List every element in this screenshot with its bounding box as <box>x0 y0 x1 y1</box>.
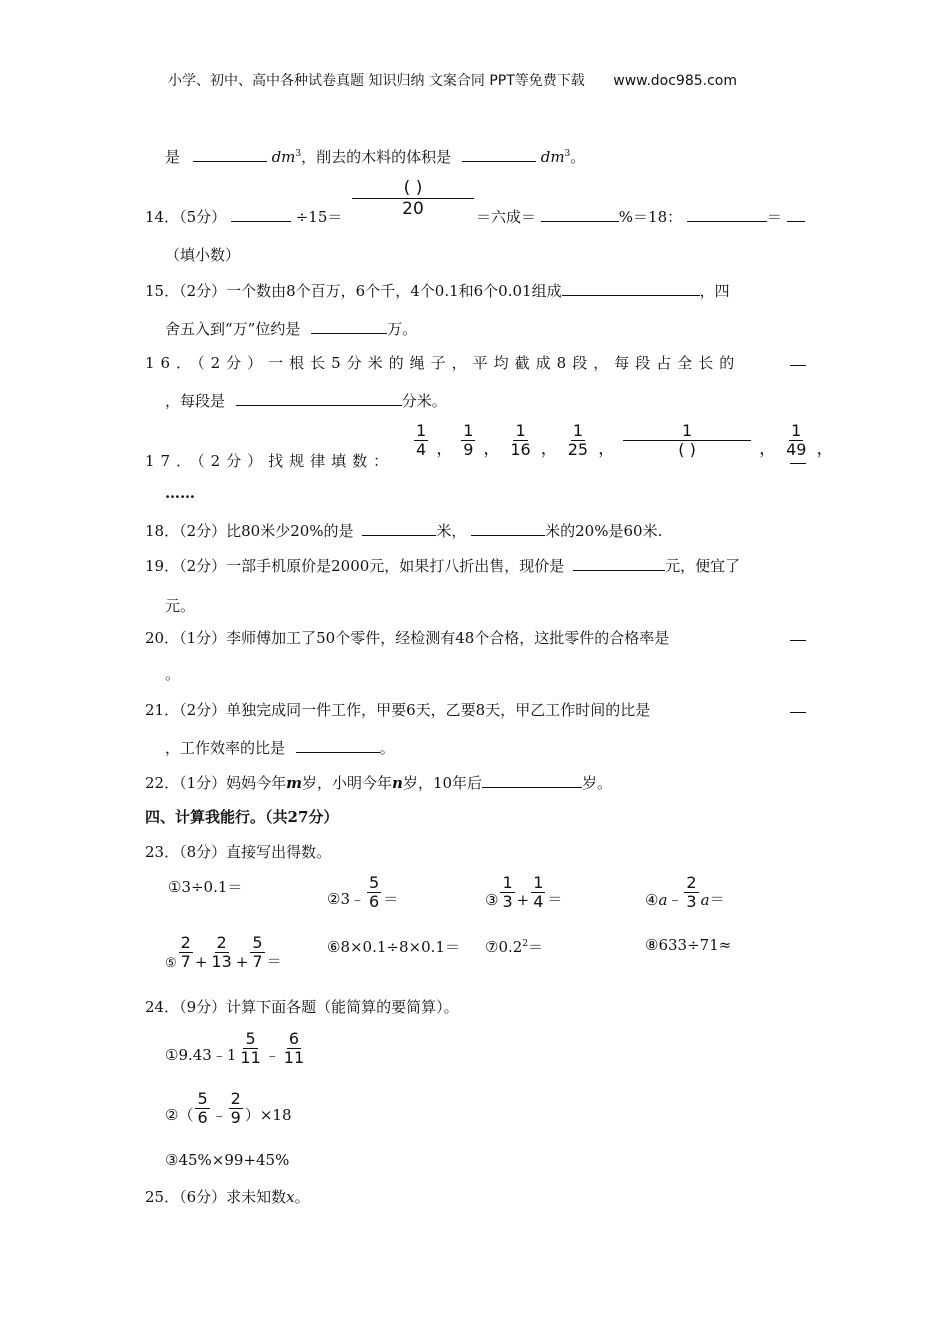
q14-blank-3[interactable] <box>687 208 767 222</box>
q17-text: 找规律填数： <box>268 452 395 470</box>
q23-item-1: ①3÷0.1＝ <box>168 878 243 896</box>
q17-frac-4: $\frac{1}{25}$ <box>567 421 589 459</box>
q19-text: 19．（2分）一部手机原价是2000元，如果打八折出售，现价是 <box>145 557 565 575</box>
q23-item-8: ⑧633÷71≈ <box>645 936 732 954</box>
q19-blank-1[interactable] <box>573 557 665 571</box>
q17-frac-blank[interactable]: $\frac{1}{( )}$ <box>623 422 751 459</box>
header-url: www.doc985.com <box>613 73 737 89</box>
q13-unit-1: dm <box>271 148 296 166</box>
q13-text-c: ，削去的木料的体积是 <box>301 148 452 166</box>
q14-blank-1[interactable] <box>231 208 291 222</box>
q18-text: 18．（2分）比80米少20%的是 <box>145 522 354 540</box>
q16-line2-b: 分米。 <box>401 392 447 410</box>
q24-expr-2: ②（ $\frac{5}{6}$ ﹣ $\frac{2}{9}$ ）×18 <box>165 1089 292 1127</box>
q17-frac-6: $\frac{1}{49}$ <box>786 421 807 459</box>
q21-line2 <box>165 737 395 758</box>
question-16 <box>145 352 740 373</box>
q14-number: 14．（5分） <box>145 208 227 226</box>
q16-line2-a: ，每段是 <box>165 392 226 410</box>
q17-sep-4: ， <box>598 439 616 459</box>
q13-text-a: 是 <box>165 148 181 166</box>
q23-item-5: ⑤ $\frac{2}{7}$ + $\frac{2}{13}$ + $\frac{5}{7}$ ＝ <box>165 933 282 971</box>
q15-blank-2[interactable] <box>311 320 387 334</box>
q16-line2 <box>165 390 447 411</box>
question-18 <box>145 520 662 541</box>
q17-sep-6: ， <box>816 439 834 459</box>
question-17 <box>145 450 394 471</box>
question-22 <box>145 772 612 793</box>
q15-number: 15．（2分） <box>145 282 227 300</box>
q22-n: n <box>392 774 403 792</box>
q15-blank-1[interactable] <box>562 282 700 296</box>
q22-d: 岁。 <box>582 774 613 792</box>
q23-item-2: ②3﹣ $\frac{5}{6}$ ＝ <box>327 873 399 911</box>
q17-frac-2: $\frac{1}{9}$ <box>463 421 474 459</box>
section-4-title: 四、计算我能行。（共27分） <box>145 808 339 826</box>
question-25 <box>145 1186 310 1207</box>
q16-text: 一根长5分米的绳子，平均截成8段，每段占全长的 <box>268 354 741 372</box>
q13-unit-2: dm <box>540 148 565 166</box>
q25-end: 。 <box>294 1188 310 1206</box>
header-text: 小学、初中、高中各种试卷真题 知识归纳 文案合同 PPT等免费下载 <box>168 73 585 89</box>
q14-rest-2: %＝18： <box>618 208 683 226</box>
q14-line2: （填小数） <box>165 246 241 264</box>
q22-m: m <box>286 774 303 792</box>
q22-blank[interactable] <box>482 774 582 788</box>
q20-line2: 。 <box>165 665 181 683</box>
q18-a: 米， <box>436 522 467 540</box>
q25-text: 25．（6分）求未知数 <box>145 1188 287 1206</box>
q16-blank-1[interactable] <box>790 352 806 366</box>
q14-rest-3: ＝ <box>766 208 782 226</box>
q17-number: 17．（2分） <box>145 452 269 470</box>
q22-a: 22．（1分）妈妈今年 <box>145 774 287 792</box>
q17-sep-1: ， <box>436 439 454 459</box>
q25-x: x <box>286 1188 295 1206</box>
question-21 <box>145 699 650 720</box>
q20-blank[interactable] <box>790 627 806 641</box>
q17-sequence <box>412 422 833 459</box>
q17-frac-1: $\frac{1}{4}$ <box>416 421 427 459</box>
q19-a: 元，便宜了 <box>665 557 741 575</box>
question-20 <box>145 627 669 648</box>
q14-blank-2[interactable] <box>541 208 619 222</box>
q18-b: 米的20%是60米. <box>545 522 663 540</box>
q13-blank-2[interactable] <box>462 148 536 162</box>
q22-c: 岁，10年后 <box>402 774 483 792</box>
page-header <box>168 70 737 90</box>
q20-text: 20．（1分）李师傅加工了50个零件，经检测有48个合格，这批零件的合格率是 <box>145 629 670 647</box>
q14-div: ÷15＝ <box>295 208 343 226</box>
q23-item-3: ③ $\frac{1}{3}$ + $\frac{1}{4}$ ＝ <box>485 873 563 911</box>
q14-blank-4[interactable] <box>787 208 805 222</box>
q15-line2 <box>165 318 417 339</box>
q24-expr-1: ①9.43﹣1 $\frac{5}{11}$ ﹣ $\frac{6}{11}$ <box>165 1029 305 1067</box>
q14-rest <box>476 206 805 227</box>
q15-text: 一个数由8个百万，6个千，4个0.1和6个0.01组成 <box>226 282 562 300</box>
q24-title: 24．（9分）计算下面各题（能简算的要简算）。 <box>145 998 459 1016</box>
q17-blank[interactable] <box>790 450 806 464</box>
q23-item-6: ⑥8×0.1÷8×0.1＝ <box>327 938 460 956</box>
q17-frac-3: $\frac{1}{16}$ <box>510 421 531 459</box>
q13-blank-1[interactable] <box>193 148 267 162</box>
q15-unit: 万。 <box>387 320 418 338</box>
question-15 <box>145 280 730 301</box>
q16-number: 16．（2分） <box>145 354 269 372</box>
q14-frac-num[interactable]: ( ) <box>352 178 474 199</box>
question-14 <box>145 206 342 227</box>
q17-sep-2: ， <box>483 439 501 459</box>
q15-line2-text: 舍五入到“万”位约是 <box>165 320 301 338</box>
q17-dots: …… <box>165 484 195 502</box>
q18-blank-2[interactable] <box>471 522 545 536</box>
q17-sep-3: ， <box>540 439 558 459</box>
q14-frac-den: 20 <box>402 199 424 219</box>
q21-blank-2[interactable] <box>296 739 380 753</box>
q15-end: ，四 <box>699 282 730 300</box>
q22-b: 岁，小明今年 <box>302 774 393 792</box>
q14-rest-1: ＝六成＝ <box>476 208 537 226</box>
q23-title: 23．（8分）直接写出得数。 <box>145 843 332 861</box>
q23-item-4: ④ a ﹣ $\frac{2}{3}$ a ＝ <box>645 873 725 911</box>
question-19 <box>145 555 740 576</box>
q19-line2: 元。 <box>165 597 196 615</box>
q14-fraction <box>352 178 474 219</box>
q23-item-7: $⑦0.2^2=$ <box>485 938 544 956</box>
q13-text-e: 。 <box>570 148 586 166</box>
q21-line2-b: 。 <box>379 739 395 757</box>
q13-line: 是 $dm^3$，削去的木料的体积是 $dm^3$。 <box>165 148 586 166</box>
q18-blank-1[interactable] <box>362 522 436 536</box>
q21-blank-1[interactable] <box>790 699 806 713</box>
q21-text: 21．（2分）单独完成同一件工作，甲要6天，乙要8天，甲乙工作时间的比是 <box>145 701 651 719</box>
q17-sep-5: ， <box>759 439 777 459</box>
q24-expr-3: ③45%×99+45% <box>165 1151 290 1169</box>
q16-blank-2[interactable] <box>236 392 402 406</box>
q21-line2-a: ，工作效率的比是 <box>165 739 286 757</box>
